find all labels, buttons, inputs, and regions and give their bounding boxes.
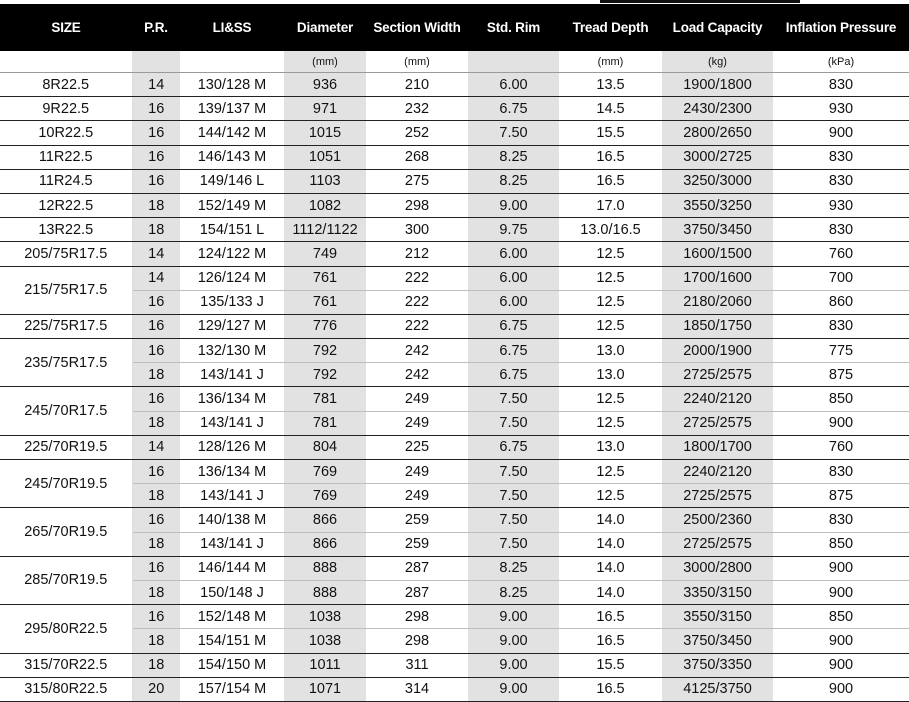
cell-liss: 149/146 L bbox=[180, 169, 284, 193]
table-row bbox=[0, 556, 909, 580]
cell-tread-depth: 16.5 bbox=[559, 677, 662, 701]
cell-tread-depth: 15.5 bbox=[559, 653, 662, 677]
cell-std-rim: 8.25 bbox=[468, 580, 559, 604]
cell-pr: 16 bbox=[132, 508, 180, 532]
cell-tread-depth: 14.0 bbox=[559, 508, 662, 532]
cell-section-width: 259 bbox=[366, 532, 468, 556]
cell-section-width: 249 bbox=[366, 484, 468, 508]
cell-tread-depth: 12.5 bbox=[559, 387, 662, 411]
cell-tread-depth: 12.5 bbox=[559, 484, 662, 508]
cell-size: 225/75R17.5 bbox=[0, 314, 132, 338]
cell-pr: 18 bbox=[132, 629, 180, 653]
header-row bbox=[0, 4, 909, 51]
cell-liss: 124/122 M bbox=[180, 242, 284, 266]
cell-pr: 16 bbox=[132, 460, 180, 484]
cell-load-capacity: 4125/3750 bbox=[662, 677, 773, 701]
cell-tread-depth: 14.0 bbox=[559, 556, 662, 580]
cell-inflation-pressure: 930 bbox=[773, 97, 909, 121]
table-row bbox=[0, 73, 909, 97]
cell-pr: 20 bbox=[132, 677, 180, 701]
cell-load-capacity: 2800/2650 bbox=[662, 121, 773, 145]
cell-diameter: 1038 bbox=[284, 605, 366, 629]
cell-std-rim: 9.00 bbox=[468, 629, 559, 653]
cell-load-capacity: 2500/2360 bbox=[662, 508, 773, 532]
cell-inflation-pressure: 830 bbox=[773, 314, 909, 338]
table-row bbox=[0, 580, 909, 604]
cell-pr: 18 bbox=[132, 484, 180, 508]
cell-pr: 16 bbox=[132, 556, 180, 580]
table-row bbox=[0, 387, 909, 411]
cell-size: 8R22.5 bbox=[0, 73, 132, 97]
cell-liss: 154/151 L bbox=[180, 218, 284, 242]
cell-inflation-pressure: 875 bbox=[773, 484, 909, 508]
cell-size: 11R22.5 bbox=[0, 145, 132, 169]
cell-section-width: 242 bbox=[366, 339, 468, 363]
cell-diameter: 776 bbox=[284, 314, 366, 338]
cell-liss: 140/138 M bbox=[180, 508, 284, 532]
cell-load-capacity: 3550/3250 bbox=[662, 193, 773, 217]
cell-size: 295/80R22.5 bbox=[0, 605, 132, 653]
table-row bbox=[0, 97, 909, 121]
cell-pr: 18 bbox=[132, 580, 180, 604]
cell-std-rim: 7.50 bbox=[468, 484, 559, 508]
cell-diameter: 1011 bbox=[284, 653, 366, 677]
cell-inflation-pressure: 775 bbox=[773, 339, 909, 363]
cell-tread-depth: 15.5 bbox=[559, 121, 662, 145]
cell-tread-depth: 13.0 bbox=[559, 339, 662, 363]
cell-pr: 16 bbox=[132, 339, 180, 363]
cell-pr: 18 bbox=[132, 218, 180, 242]
cell-inflation-pressure: 760 bbox=[773, 242, 909, 266]
cell-tread-depth: 14.0 bbox=[559, 532, 662, 556]
cell-size: 225/70R19.5 bbox=[0, 435, 132, 459]
cell-liss: 150/148 J bbox=[180, 580, 284, 604]
unit-pr bbox=[132, 51, 180, 73]
cell-inflation-pressure: 900 bbox=[773, 653, 909, 677]
header-section-width: Section Width bbox=[366, 4, 468, 51]
cell-liss: 135/133 J bbox=[180, 290, 284, 314]
cell-diameter: 781 bbox=[284, 411, 366, 435]
cell-tread-depth: 13.5 bbox=[559, 73, 662, 97]
cell-inflation-pressure: 700 bbox=[773, 266, 909, 290]
cell-pr: 16 bbox=[132, 121, 180, 145]
cell-std-rim: 6.75 bbox=[468, 97, 559, 121]
cell-section-width: 314 bbox=[366, 677, 468, 701]
cell-pr: 18 bbox=[132, 653, 180, 677]
cell-std-rim: 7.50 bbox=[468, 411, 559, 435]
cell-inflation-pressure: 900 bbox=[773, 580, 909, 604]
table-row bbox=[0, 169, 909, 193]
cell-liss: 143/141 J bbox=[180, 411, 284, 435]
cell-tread-depth: 16.5 bbox=[559, 145, 662, 169]
cell-inflation-pressure: 760 bbox=[773, 435, 909, 459]
table-row bbox=[0, 435, 909, 459]
cell-pr: 16 bbox=[132, 169, 180, 193]
cell-load-capacity: 3250/3000 bbox=[662, 169, 773, 193]
tire-spec-table bbox=[0, 4, 909, 702]
cell-tread-depth: 12.5 bbox=[559, 460, 662, 484]
cell-load-capacity: 3350/3150 bbox=[662, 580, 773, 604]
cell-section-width: 259 bbox=[366, 508, 468, 532]
cell-std-rim: 7.50 bbox=[468, 508, 559, 532]
cell-tread-depth: 14.0 bbox=[559, 580, 662, 604]
cell-std-rim: 6.75 bbox=[468, 435, 559, 459]
cell-tread-depth: 12.5 bbox=[559, 314, 662, 338]
cell-std-rim: 7.50 bbox=[468, 460, 559, 484]
unit-section-width: (mm) bbox=[366, 51, 468, 73]
table-row bbox=[0, 121, 909, 145]
cell-section-width: 287 bbox=[366, 556, 468, 580]
cell-tread-depth: 16.5 bbox=[559, 605, 662, 629]
cell-std-rim: 8.25 bbox=[468, 169, 559, 193]
cell-tread-depth: 12.5 bbox=[559, 266, 662, 290]
table-row bbox=[0, 339, 909, 363]
cell-liss: 129/127 M bbox=[180, 314, 284, 338]
table-row bbox=[0, 605, 909, 629]
cell-load-capacity: 3750/3450 bbox=[662, 218, 773, 242]
cell-tread-depth: 13.0/16.5 bbox=[559, 218, 662, 242]
cell-size: 205/75R17.5 bbox=[0, 242, 132, 266]
header-liss: LI&SS bbox=[180, 4, 284, 51]
cell-diameter: 792 bbox=[284, 363, 366, 387]
cell-inflation-pressure: 900 bbox=[773, 121, 909, 145]
cell-diameter: 1071 bbox=[284, 677, 366, 701]
header-size: SIZE bbox=[0, 4, 132, 51]
table-row bbox=[0, 411, 909, 435]
cell-inflation-pressure: 900 bbox=[773, 677, 909, 701]
cell-std-rim: 6.75 bbox=[468, 339, 559, 363]
cell-load-capacity: 2240/2120 bbox=[662, 460, 773, 484]
cell-load-capacity: 1850/1750 bbox=[662, 314, 773, 338]
cell-std-rim: 6.00 bbox=[468, 73, 559, 97]
unit-std-rim bbox=[468, 51, 559, 73]
cell-pr: 18 bbox=[132, 411, 180, 435]
table-row bbox=[0, 532, 909, 556]
cell-section-width: 252 bbox=[366, 121, 468, 145]
header-inflation-pressure: Inflation Pressure bbox=[773, 4, 909, 51]
cell-diameter: 769 bbox=[284, 460, 366, 484]
cell-diameter: 971 bbox=[284, 97, 366, 121]
cell-liss: 130/128 M bbox=[180, 73, 284, 97]
cell-tread-depth: 12.5 bbox=[559, 411, 662, 435]
cell-diameter: 804 bbox=[284, 435, 366, 459]
cell-liss: 126/124 M bbox=[180, 266, 284, 290]
cell-inflation-pressure: 930 bbox=[773, 193, 909, 217]
cell-diameter: 866 bbox=[284, 532, 366, 556]
cell-pr: 16 bbox=[132, 314, 180, 338]
cell-diameter: 781 bbox=[284, 387, 366, 411]
cell-load-capacity: 1900/1800 bbox=[662, 73, 773, 97]
cell-std-rim: 6.00 bbox=[468, 290, 559, 314]
cell-load-capacity: 1800/1700 bbox=[662, 435, 773, 459]
cell-section-width: 249 bbox=[366, 387, 468, 411]
cell-load-capacity: 3750/3350 bbox=[662, 653, 773, 677]
cell-inflation-pressure: 850 bbox=[773, 532, 909, 556]
table-row bbox=[0, 677, 909, 701]
cell-section-width: 298 bbox=[366, 193, 468, 217]
table-row bbox=[0, 266, 909, 290]
cell-std-rim: 6.00 bbox=[468, 242, 559, 266]
cell-pr: 14 bbox=[132, 266, 180, 290]
cell-pr: 16 bbox=[132, 387, 180, 411]
cell-load-capacity: 2725/2575 bbox=[662, 411, 773, 435]
cell-liss: 143/141 J bbox=[180, 532, 284, 556]
header-std-rim: Std. Rim bbox=[468, 4, 559, 51]
cell-liss: 152/148 M bbox=[180, 605, 284, 629]
cell-size: 285/70R19.5 bbox=[0, 556, 132, 604]
cell-inflation-pressure: 830 bbox=[773, 508, 909, 532]
table-row bbox=[0, 290, 909, 314]
table-row bbox=[0, 314, 909, 338]
cell-diameter: 888 bbox=[284, 556, 366, 580]
cell-load-capacity: 3000/2725 bbox=[662, 145, 773, 169]
cell-section-width: 242 bbox=[366, 363, 468, 387]
cell-pr: 16 bbox=[132, 97, 180, 121]
top-decorative-mark bbox=[600, 0, 800, 3]
cell-section-width: 232 bbox=[366, 97, 468, 121]
cell-section-width: 210 bbox=[366, 73, 468, 97]
cell-diameter: 761 bbox=[284, 266, 366, 290]
cell-liss: 143/141 J bbox=[180, 484, 284, 508]
cell-liss: 154/151 M bbox=[180, 629, 284, 653]
cell-std-rim: 8.25 bbox=[468, 556, 559, 580]
cell-tread-depth: 16.5 bbox=[559, 169, 662, 193]
cell-diameter: 936 bbox=[284, 73, 366, 97]
cell-load-capacity: 2725/2575 bbox=[662, 363, 773, 387]
header-tread-depth: Tread Depth bbox=[559, 4, 662, 51]
cell-diameter: 1112/1122 bbox=[284, 218, 366, 242]
cell-inflation-pressure: 850 bbox=[773, 605, 909, 629]
unit-inflation-pressure: (kPa) bbox=[773, 51, 909, 73]
cell-tread-depth: 13.0 bbox=[559, 435, 662, 459]
cell-size: 315/80R22.5 bbox=[0, 677, 132, 701]
cell-section-width: 311 bbox=[366, 653, 468, 677]
cell-section-width: 222 bbox=[366, 314, 468, 338]
cell-size: 245/70R17.5 bbox=[0, 387, 132, 435]
table-row bbox=[0, 242, 909, 266]
cell-std-rim: 7.50 bbox=[468, 532, 559, 556]
cell-section-width: 287 bbox=[366, 580, 468, 604]
cell-load-capacity: 2430/2300 bbox=[662, 97, 773, 121]
units-row bbox=[0, 51, 909, 73]
cell-load-capacity: 2240/2120 bbox=[662, 387, 773, 411]
cell-inflation-pressure: 830 bbox=[773, 218, 909, 242]
header-diameter: Diameter bbox=[284, 4, 366, 51]
cell-inflation-pressure: 830 bbox=[773, 145, 909, 169]
cell-section-width: 268 bbox=[366, 145, 468, 169]
cell-size: 215/75R17.5 bbox=[0, 266, 132, 314]
cell-diameter: 769 bbox=[284, 484, 366, 508]
cell-load-capacity: 2180/2060 bbox=[662, 290, 773, 314]
cell-inflation-pressure: 830 bbox=[773, 73, 909, 97]
cell-load-capacity: 2725/2575 bbox=[662, 484, 773, 508]
table-row bbox=[0, 363, 909, 387]
cell-liss: 139/137 M bbox=[180, 97, 284, 121]
table-row bbox=[0, 145, 909, 169]
cell-load-capacity: 3550/3150 bbox=[662, 605, 773, 629]
unit-size bbox=[0, 51, 132, 73]
cell-liss: 143/141 J bbox=[180, 363, 284, 387]
cell-size: 265/70R19.5 bbox=[0, 508, 132, 556]
cell-load-capacity: 3750/3450 bbox=[662, 629, 773, 653]
cell-diameter: 1051 bbox=[284, 145, 366, 169]
cell-diameter: 749 bbox=[284, 242, 366, 266]
cell-inflation-pressure: 900 bbox=[773, 556, 909, 580]
cell-std-rim: 8.25 bbox=[468, 145, 559, 169]
cell-diameter: 1015 bbox=[284, 121, 366, 145]
cell-liss: 136/134 M bbox=[180, 387, 284, 411]
cell-std-rim: 6.75 bbox=[468, 314, 559, 338]
cell-pr: 14 bbox=[132, 435, 180, 459]
cell-section-width: 222 bbox=[366, 290, 468, 314]
cell-liss: 144/142 M bbox=[180, 121, 284, 145]
table-row bbox=[0, 218, 909, 242]
cell-liss: 146/143 M bbox=[180, 145, 284, 169]
cell-section-width: 225 bbox=[366, 435, 468, 459]
cell-pr: 16 bbox=[132, 605, 180, 629]
cell-section-width: 298 bbox=[366, 605, 468, 629]
cell-section-width: 222 bbox=[366, 266, 468, 290]
cell-liss: 136/134 M bbox=[180, 460, 284, 484]
cell-diameter: 888 bbox=[284, 580, 366, 604]
cell-section-width: 298 bbox=[366, 629, 468, 653]
cell-tread-depth: 14.5 bbox=[559, 97, 662, 121]
unit-liss bbox=[180, 51, 284, 73]
table-row bbox=[0, 653, 909, 677]
cell-tread-depth: 12.5 bbox=[559, 242, 662, 266]
cell-diameter: 761 bbox=[284, 290, 366, 314]
cell-size: 12R22.5 bbox=[0, 193, 132, 217]
cell-inflation-pressure: 900 bbox=[773, 411, 909, 435]
cell-pr: 16 bbox=[132, 290, 180, 314]
cell-std-rim: 7.50 bbox=[468, 387, 559, 411]
cell-load-capacity: 2000/1900 bbox=[662, 339, 773, 363]
cell-liss: 152/149 M bbox=[180, 193, 284, 217]
cell-liss: 132/130 M bbox=[180, 339, 284, 363]
unit-load-capacity: (kg) bbox=[662, 51, 773, 73]
cell-inflation-pressure: 900 bbox=[773, 629, 909, 653]
header-load-capacity: Load Capacity bbox=[662, 4, 773, 51]
cell-liss: 146/144 M bbox=[180, 556, 284, 580]
table-row bbox=[0, 508, 909, 532]
cell-pr: 18 bbox=[132, 532, 180, 556]
table-row bbox=[0, 484, 909, 508]
cell-load-capacity: 1600/1500 bbox=[662, 242, 773, 266]
cell-tread-depth: 12.5 bbox=[559, 290, 662, 314]
cell-std-rim: 9.00 bbox=[468, 605, 559, 629]
cell-pr: 14 bbox=[132, 242, 180, 266]
unit-tread-depth: (mm) bbox=[559, 51, 662, 73]
cell-pr: 16 bbox=[132, 145, 180, 169]
cell-section-width: 300 bbox=[366, 218, 468, 242]
table-row bbox=[0, 629, 909, 653]
cell-size: 10R22.5 bbox=[0, 121, 132, 145]
table-row bbox=[0, 193, 909, 217]
cell-tread-depth: 13.0 bbox=[559, 363, 662, 387]
cell-size: 235/75R17.5 bbox=[0, 339, 132, 387]
cell-section-width: 275 bbox=[366, 169, 468, 193]
cell-diameter: 792 bbox=[284, 339, 366, 363]
cell-pr: 14 bbox=[132, 73, 180, 97]
cell-inflation-pressure: 860 bbox=[773, 290, 909, 314]
cell-diameter: 1038 bbox=[284, 629, 366, 653]
cell-size: 13R22.5 bbox=[0, 218, 132, 242]
cell-diameter: 866 bbox=[284, 508, 366, 532]
cell-std-rim: 9.75 bbox=[468, 218, 559, 242]
cell-inflation-pressure: 850 bbox=[773, 387, 909, 411]
cell-diameter: 1082 bbox=[284, 193, 366, 217]
cell-pr: 18 bbox=[132, 193, 180, 217]
cell-std-rim: 9.00 bbox=[468, 653, 559, 677]
cell-diameter: 1103 bbox=[284, 169, 366, 193]
cell-load-capacity: 1700/1600 bbox=[662, 266, 773, 290]
cell-tread-depth: 16.5 bbox=[559, 629, 662, 653]
header-pr: P.R. bbox=[132, 4, 180, 51]
unit-diameter: (mm) bbox=[284, 51, 366, 73]
cell-std-rim: 9.00 bbox=[468, 677, 559, 701]
cell-size: 245/70R19.5 bbox=[0, 460, 132, 508]
cell-inflation-pressure: 830 bbox=[773, 169, 909, 193]
cell-liss: 157/154 M bbox=[180, 677, 284, 701]
cell-std-rim: 6.00 bbox=[468, 266, 559, 290]
cell-liss: 128/126 M bbox=[180, 435, 284, 459]
cell-size: 315/70R22.5 bbox=[0, 653, 132, 677]
cell-tread-depth: 17.0 bbox=[559, 193, 662, 217]
cell-pr: 18 bbox=[132, 363, 180, 387]
table-row bbox=[0, 460, 909, 484]
cell-std-rim: 7.50 bbox=[468, 121, 559, 145]
cell-section-width: 249 bbox=[366, 460, 468, 484]
cell-std-rim: 6.75 bbox=[468, 363, 559, 387]
cell-load-capacity: 2725/2575 bbox=[662, 532, 773, 556]
cell-size: 9R22.5 bbox=[0, 97, 132, 121]
cell-std-rim: 9.00 bbox=[468, 193, 559, 217]
table-body bbox=[0, 73, 909, 702]
cell-size: 11R24.5 bbox=[0, 169, 132, 193]
cell-inflation-pressure: 875 bbox=[773, 363, 909, 387]
cell-section-width: 212 bbox=[366, 242, 468, 266]
cell-section-width: 249 bbox=[366, 411, 468, 435]
cell-liss: 154/150 M bbox=[180, 653, 284, 677]
cell-load-capacity: 3000/2800 bbox=[662, 556, 773, 580]
cell-inflation-pressure: 830 bbox=[773, 460, 909, 484]
